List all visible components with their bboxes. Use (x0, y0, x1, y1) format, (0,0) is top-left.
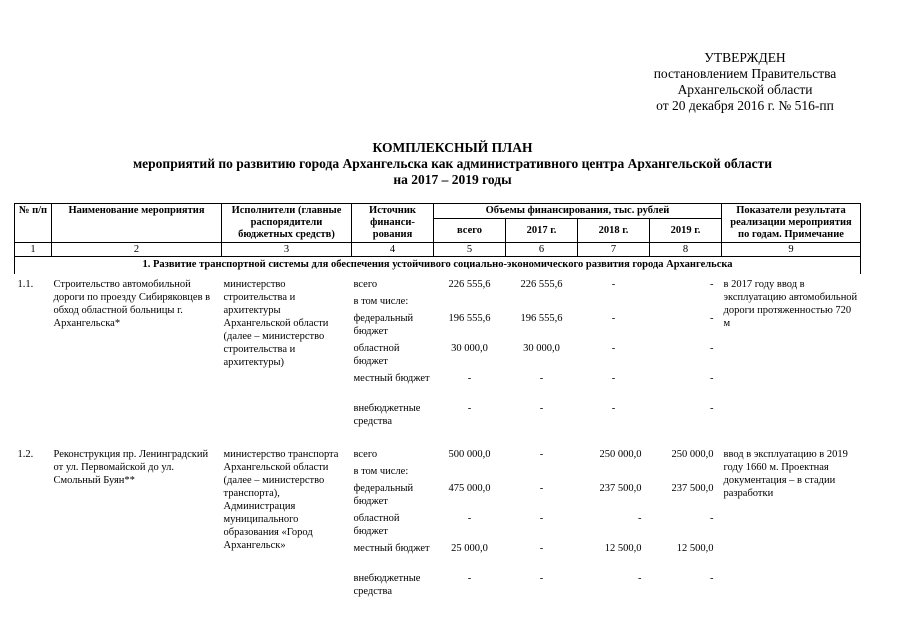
section-row (15, 257, 861, 275)
amount-cell: - (710, 513, 714, 524)
row-sources (352, 444, 434, 614)
title-line-2: мероприятий по развитию города Архангельска как административного центра Архангельской области (132, 156, 772, 171)
column-number: 3 (222, 243, 352, 257)
header-2017: 2017 г. (506, 219, 578, 243)
header-total: всего (434, 219, 506, 243)
approval-line-2: постановлением Правительства (653, 66, 837, 81)
row-sources (352, 274, 434, 444)
header-2019: 2019 г. (650, 219, 722, 243)
amount-cell: - (467, 403, 472, 414)
column-number: 7 (578, 243, 650, 257)
section-title: 1. Развитие транспортной системы для обеспечения устойчивого социально-экономического развития города Архангельска (15, 257, 861, 275)
source-item: федеральный бюджет (353, 483, 414, 507)
amount-cell: 500 000,0 (448, 449, 491, 460)
amount-cell: - (710, 343, 714, 354)
amount-cell: 25 000,0 (451, 543, 488, 554)
amount-cell: - (638, 573, 642, 584)
source-item: внебюджетные средства (353, 403, 421, 427)
amount-cell: - (638, 513, 642, 524)
header-num: № п/п (15, 204, 52, 243)
amount-cell: 250 000,0 (671, 449, 714, 460)
column-number: 1 (15, 243, 52, 257)
column-number: 4 (352, 243, 434, 257)
source-item: внебюджетные средства (353, 573, 421, 597)
header-funding: Объемы финансирования, тыс. рублей (434, 204, 722, 219)
approval-block (590, 50, 900, 114)
amount-cell (436, 465, 504, 482)
header-2018: 2018 г. (578, 219, 650, 243)
row-name: Реконструкция пр. Ленинградский от ул. Первомайской до ул. Смольный Буян** (53, 449, 209, 486)
row-2019 (650, 274, 722, 444)
amount-cell (436, 295, 504, 312)
row-indicators: в 2017 году ввод в эксплуатацию автомобильной дороги протяженностью 720 м (723, 279, 858, 329)
header-name: Наименование мероприятия (52, 204, 222, 243)
amount-cell: 250 000,0 (599, 449, 642, 460)
amount-cell: - (539, 513, 544, 524)
title-line-3: на 2017 – 2019 годы (393, 172, 512, 187)
amount-cell (580, 465, 648, 482)
amount-cell: - (710, 373, 714, 384)
row-2018 (578, 274, 650, 444)
amount-cell: 475 000,0 (448, 483, 491, 494)
amount-cell: - (539, 483, 544, 494)
amount-cell: - (539, 573, 544, 584)
amount-cell (508, 295, 576, 312)
amount-cell: - (539, 449, 544, 460)
title-line-1: КОМПЛЕКСНЫЙ ПЛАН (372, 140, 533, 155)
amount-cell: - (539, 373, 544, 384)
amount-cell: - (467, 573, 472, 584)
amount-cell: - (611, 279, 616, 290)
row-executors: министерство транспорта Архангельской области (далее – министерство транспорта), Администрация муниципального образования «Город Архангельск» (223, 449, 339, 551)
source-item: областной бюджет (353, 343, 400, 367)
source-item: местный бюджет (353, 543, 430, 554)
amount-cell: 226 555,6 (520, 279, 563, 290)
amount-cell: 12 500,0 (604, 543, 642, 554)
column-number: 2 (52, 243, 222, 257)
source-item: местный бюджет (353, 373, 430, 384)
source-item: областной бюджет (353, 513, 400, 537)
amount-cell: 226 555,6 (448, 279, 491, 290)
row-executors: министерство строительства и архитектуры Архангельской области (далее – министерство строительства и архитектуры) (223, 279, 329, 368)
amount-cell: - (710, 403, 714, 414)
amount-cell: 12 500,0 (676, 543, 714, 554)
approval-line-3: Архангельской области (677, 82, 813, 97)
column-numbers-row (15, 243, 861, 257)
amount-cell (652, 465, 720, 482)
amount-cell: 237 500,0 (671, 483, 714, 494)
amount-cell: 237 500,0 (599, 483, 642, 494)
column-number: 6 (506, 243, 578, 257)
source-item: всего (353, 279, 378, 290)
amount-cell: - (710, 573, 714, 584)
amount-cell (508, 465, 576, 482)
amount-cell: 196 555,6 (520, 313, 563, 324)
header-executors: Исполнители (главные распорядители бюджетных средств) (222, 204, 352, 243)
document-title (0, 140, 905, 188)
row-index: 1.2. (17, 449, 34, 460)
header-source: Источник финанси-рования (352, 204, 434, 243)
row-name: Строительство автомобильной дороги по проезду Сибиряковцев в обход областной больницы г. Архангельска* (53, 279, 211, 329)
plan-table (14, 203, 861, 614)
column-number: 5 (434, 243, 506, 257)
amount-cell: 30 000,0 (451, 343, 488, 354)
approval-line-4: от 20 декабря 2016 г. № 516-пп (656, 98, 834, 113)
amount-cell: - (611, 313, 616, 324)
header-row (15, 204, 861, 219)
amount-cell: - (611, 373, 616, 384)
amount-cell: - (467, 373, 472, 384)
table-row (15, 444, 861, 614)
row-total (434, 444, 506, 614)
amount-cell: - (539, 543, 544, 554)
source-item: всего (353, 449, 378, 460)
row-indicators: ввод в эксплуатацию в 2019 году 1660 м. Проектная документация – в стадии разработки (723, 449, 848, 499)
column-number: 8 (650, 243, 722, 257)
column-number: 9 (722, 243, 861, 257)
amount-cell: - (710, 313, 714, 324)
source-item: в том числе: (353, 296, 409, 307)
amount-cell: - (710, 279, 714, 290)
amount-cell (580, 295, 648, 312)
amount-cell: 30 000,0 (523, 343, 560, 354)
amount-cell: - (539, 403, 544, 414)
row-2017 (506, 444, 578, 614)
source-item: федеральный бюджет (353, 313, 414, 337)
amount-cell: - (611, 403, 616, 414)
row-2017 (506, 274, 578, 444)
table-row (15, 274, 861, 444)
amount-cell (652, 295, 720, 312)
header-indicators: Показатели результата реализации мероприятия по годам. Примечание (722, 204, 861, 243)
amount-cell: 196 555,6 (448, 313, 491, 324)
source-item: в том числе: (353, 466, 409, 477)
row-total (434, 274, 506, 444)
row-2018 (578, 444, 650, 614)
amount-cell: - (611, 343, 616, 354)
amount-cell: - (467, 513, 472, 524)
approval-line-1: УТВЕРЖДЕН (704, 50, 786, 65)
row-2019 (650, 444, 722, 614)
row-index: 1.1. (17, 279, 34, 290)
